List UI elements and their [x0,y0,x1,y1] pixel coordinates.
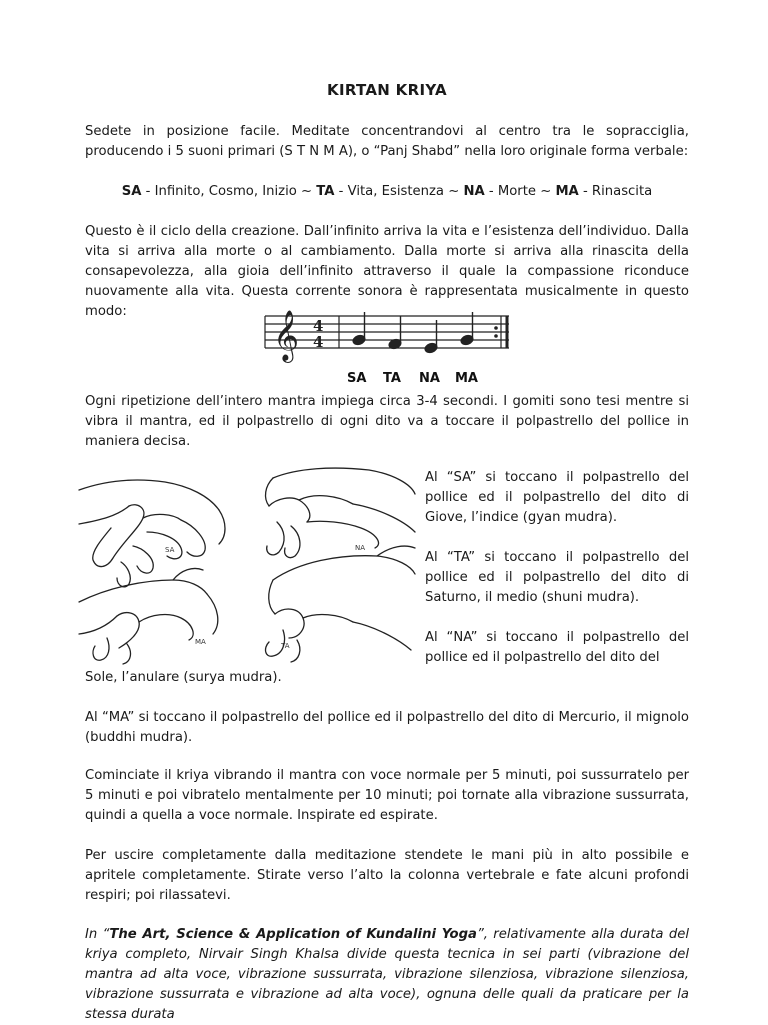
hand-sa-icon [79,480,225,587]
staff-label-na: NA [419,371,440,386]
mudra-na-continuation: Sole, l’anulare (surya mudra). [85,670,282,685]
hand-label-ta: TA [281,642,290,650]
repetition-paragraph: Ogni ripetizione dell’intero mantra impiega circa 3-4 secondi. I gomiti sono tesi mentre si vibra il mantra, ed il polpastrello di ogni dito va a toccare il polpastrello del pollice in maniera decisa. [85,394,689,449]
exit-paragraph: Per uscire completamente dalla meditazione stendete le mani più in alto possibile e apritele completamente. Stirate verso l’alto la colonna vertebrale e fate alcuni profondi respiri; poi rilassatevi. [85,848,689,903]
sound-sa-meaning: - Infinito, Cosmo, Inizio ~ [141,184,317,199]
practice-paragraph: Cominciate il kriya vibrando il mantra con voce normale per 5 minuti, poi sussurratelo per 5 minuti e poi vibratelo mentalmente per 10 minuti; poi tornate alla vibrazione sussurrata, quindi a quella a voce normale. Inspirate ed espirate. [85,768,689,823]
cycle-paragraph: Questo è il ciclo della creazione. Dall’infinito arriva la vita e l’esistenza dell’individuo. Dalla vita si arriva alla morte o al cambiamento. Dalla morte si arriva alla rinascita della consapevolezza, alla gioia dell’infinito attraverso il quale la compassione riconduce nuovamente alla vita. Questa corrente sonora è rappresentata musicalmente in questo modo: [85,224,689,319]
hand-label-ma: MA [195,638,206,646]
sound-ma-meaning: - Rinascita [578,184,653,199]
hand-na-icon [266,468,415,558]
book-rest: ”, relativamente alla durata del kriya completo, Nirvair Singh Khalsa divide questa tecnica in sei parti (vibrazione del mantra ad alta voce, vibrazione sussurrata, vibrazione silenziosa, vibrazione silenziosa, vibrazione sussurrata e vibrazione ad alta voce), ognuna delle quali da praticare per la stessa durata [85,927,689,1022]
staff-label-ma: MA [455,371,478,386]
svg-text:4: 4 [313,333,324,351]
mudra-hands-figure [77,462,417,668]
mudra-na-paragraph: Al “NA” si toccano il polpastrello del pollice ed il polpastrello del dito del [425,630,689,665]
hand-label-sa: SA [165,546,175,554]
mudra-ma-paragraph: Al “MA” si toccano il polpastrello del pollice ed il polpastrello del dito di Mercurio, il mignolo (buddhi mudra). [85,710,689,745]
hand-label-na: NA [355,544,366,552]
staff-label-sa: SA [347,371,367,386]
staff-label-ta: TA [383,371,401,386]
music-staff-figure [263,308,513,390]
intro-paragraph: Sedete in posizione facile. Meditate concentrandovi al centro tra le sopracciglia, producendo i 5 suoni primari (S T N M A), o “Panj Shabd” nella loro originale forma verbale: [85,124,689,159]
mudra-sa-paragraph: Al “SA” si toccano il polpastrello del pollice ed il polpastrello del dito di Giove, l’indice (gyan mudra). [425,470,689,525]
sound-na-meaning: - Morte ~ [484,184,556,199]
hand-ma-icon [79,568,218,664]
mudra-ta-paragraph: Al “TA” si toccano il polpastrello del pollice ed il polpastrello del dito di Saturno, il medio (shuni mudra). [425,550,689,605]
book-prefix: In “ [85,927,110,942]
page-title: KIRTAN KRIYA [327,81,447,99]
svg-text:4: 4 [313,317,324,335]
book-title: The Art, Science & Application of Kundalini Yoga [109,927,477,942]
sound-na: NA [463,184,485,199]
sounds-line [85,182,689,202]
sound-sa: SA [121,184,142,199]
book-paragraph [85,925,689,1025]
sound-ta-meaning: - Vita, Esistenza ~ [334,184,464,199]
sound-ma: MA [555,184,579,199]
treble-clef-icon: 𝄞 [273,310,300,361]
sound-ta: TA [316,184,335,199]
